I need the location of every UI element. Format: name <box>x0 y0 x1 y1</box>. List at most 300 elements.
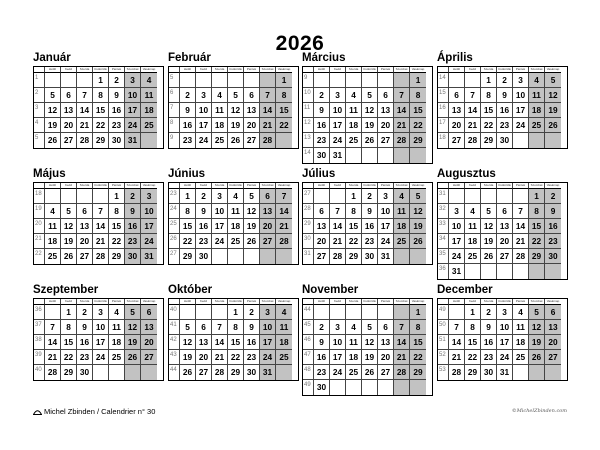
week-number: 27 <box>303 189 314 204</box>
day-cell: 23 <box>77 350 93 365</box>
day-cell: 2 <box>109 73 125 88</box>
day-cell: 4 <box>109 305 125 320</box>
empty-day-cell <box>529 264 545 279</box>
week-row <box>303 320 432 335</box>
week-row <box>303 133 432 148</box>
weekday-label: Szerda <box>481 299 497 305</box>
day-cell: 20 <box>141 335 157 350</box>
day-cell: 17 <box>141 219 157 234</box>
day-cell: 12 <box>180 335 196 350</box>
day-cell: 22 <box>346 234 362 249</box>
empty-day-cell <box>362 73 378 88</box>
month-grid <box>168 66 299 149</box>
day-cell: 8 <box>180 204 196 219</box>
weekday-label: Szombat <box>529 67 545 73</box>
day-cell: 25 <box>45 249 61 264</box>
week-row <box>438 189 567 204</box>
day-cell: 6 <box>378 88 394 103</box>
week-number: 43 <box>169 350 180 365</box>
day-cell: 7 <box>394 88 410 103</box>
weekday-label: Szerda <box>346 299 362 305</box>
week-number: 31 <box>438 189 449 204</box>
weekday-label: Szerda <box>77 183 93 189</box>
empty-day-cell <box>545 264 561 279</box>
day-cell: 14 <box>513 219 529 234</box>
weekday-label: Csütörtök <box>93 183 109 189</box>
day-cell: 29 <box>481 133 497 148</box>
day-cell: 27 <box>545 350 561 365</box>
week-number: 18 <box>438 133 449 148</box>
empty-day-cell <box>545 365 561 380</box>
day-cell: 10 <box>497 320 513 335</box>
day-cell: 25 <box>346 133 362 148</box>
week-number: 28 <box>303 204 314 219</box>
empty-day-cell <box>330 73 346 88</box>
day-cell: 20 <box>314 234 330 249</box>
day-cell: 24 <box>212 234 228 249</box>
day-cell: 3 <box>330 320 346 335</box>
day-cell: 18 <box>276 335 292 350</box>
day-cell: 30 <box>314 380 330 395</box>
week-row <box>438 73 567 88</box>
weekday-label: Péntek <box>378 67 394 73</box>
day-cell: 10 <box>330 103 346 118</box>
week-number: 44 <box>303 305 314 320</box>
empty-day-cell <box>378 148 394 163</box>
day-cell: 6 <box>244 88 260 103</box>
weekday-label: Szerda <box>481 183 497 189</box>
day-cell: 16 <box>545 219 561 234</box>
day-cell: 25 <box>465 249 481 264</box>
week-row <box>438 204 567 219</box>
day-cell: 18 <box>394 219 410 234</box>
week-number: 30 <box>303 234 314 249</box>
month-1 <box>33 52 164 149</box>
week-row <box>34 103 163 118</box>
weekday-label: Szombat <box>394 183 410 189</box>
empty-day-cell <box>93 189 109 204</box>
weekday-label: Kedd <box>465 183 481 189</box>
week-row <box>34 249 163 264</box>
day-cell: 26 <box>410 234 426 249</box>
day-cell: 29 <box>410 365 426 380</box>
day-cell: 1 <box>465 305 481 320</box>
week-row <box>438 264 567 279</box>
day-cell: 21 <box>465 118 481 133</box>
weekday-label: Hétfő <box>45 67 61 73</box>
week-row <box>438 249 567 264</box>
day-cell: 9 <box>497 88 513 103</box>
week-row <box>169 103 298 118</box>
day-cell: 24 <box>513 118 529 133</box>
week-number: 51 <box>438 335 449 350</box>
day-cell: 17 <box>330 118 346 133</box>
weekday-label: Kedd <box>61 67 77 73</box>
empty-day-cell <box>228 249 244 264</box>
day-cell: 28 <box>260 133 276 148</box>
day-cell: 15 <box>109 219 125 234</box>
week-number: 23 <box>169 189 180 204</box>
empty-day-cell <box>260 249 276 264</box>
day-cell: 31 <box>125 133 141 148</box>
day-cell: 19 <box>244 219 260 234</box>
empty-day-cell <box>212 249 228 264</box>
empty-day-cell <box>346 380 362 395</box>
week-number: 46 <box>303 335 314 350</box>
week-row <box>34 305 163 320</box>
day-cell: 29 <box>228 365 244 380</box>
day-cell: 21 <box>212 350 228 365</box>
week-row <box>169 249 298 264</box>
day-cell: 26 <box>45 133 61 148</box>
day-cell: 4 <box>276 305 292 320</box>
day-cell: 18 <box>346 118 362 133</box>
day-cell: 3 <box>449 204 465 219</box>
day-cell: 6 <box>314 204 330 219</box>
empty-day-cell <box>276 133 292 148</box>
day-cell: 13 <box>196 335 212 350</box>
empty-day-cell <box>141 133 157 148</box>
day-cell: 28 <box>330 249 346 264</box>
empty-day-cell <box>465 264 481 279</box>
day-cell: 23 <box>180 133 196 148</box>
day-cell: 11 <box>228 204 244 219</box>
day-cell: 25 <box>346 365 362 380</box>
weekday-label: Szerda <box>346 183 362 189</box>
day-cell: 22 <box>410 350 426 365</box>
week-row <box>34 365 163 380</box>
week-number: 19 <box>34 204 45 219</box>
day-cell: 18 <box>228 219 244 234</box>
empty-day-cell <box>228 73 244 88</box>
week-row <box>438 335 567 350</box>
day-cell: 25 <box>276 350 292 365</box>
week-number: 14 <box>303 148 314 163</box>
day-cell: 25 <box>529 118 545 133</box>
day-cell: 11 <box>109 320 125 335</box>
empty-day-cell <box>545 133 561 148</box>
empty-day-cell <box>497 189 513 204</box>
week-row <box>438 88 567 103</box>
week-number: 53 <box>438 365 449 380</box>
day-cell: 27 <box>314 249 330 264</box>
day-cell: 12 <box>362 335 378 350</box>
day-cell: 3 <box>513 73 529 88</box>
day-cell: 8 <box>109 204 125 219</box>
day-cell: 2 <box>314 320 330 335</box>
day-cell: 24 <box>141 234 157 249</box>
day-cell: 8 <box>481 88 497 103</box>
day-cell: 18 <box>465 234 481 249</box>
month-grid <box>437 298 568 381</box>
day-cell: 31 <box>378 249 394 264</box>
weekday-label: Csütörtök <box>228 67 244 73</box>
day-cell: 19 <box>410 219 426 234</box>
day-cell: 6 <box>449 88 465 103</box>
day-cell: 24 <box>330 365 346 380</box>
day-cell: 24 <box>93 350 109 365</box>
weekday-label: Péntek <box>513 67 529 73</box>
empty-day-cell <box>362 148 378 163</box>
empty-day-cell <box>196 73 212 88</box>
week-number: 1 <box>34 73 45 88</box>
day-cell: 26 <box>180 365 196 380</box>
day-cell: 26 <box>529 350 545 365</box>
week-row <box>169 350 298 365</box>
week-number: 35 <box>438 249 449 264</box>
day-cell: 28 <box>77 133 93 148</box>
weekday-label: Hétfő <box>180 183 196 189</box>
weekday-label: Hétfő <box>45 299 61 305</box>
week-row <box>34 118 163 133</box>
week-row <box>438 103 567 118</box>
empty-day-cell <box>465 73 481 88</box>
weekday-label: Szombat <box>394 67 410 73</box>
day-cell: 12 <box>481 219 497 234</box>
weekday-label: Csütörtök <box>497 67 513 73</box>
weekday-label: Péntek <box>378 183 394 189</box>
week-number: 9 <box>169 133 180 148</box>
empty-day-cell <box>513 189 529 204</box>
footer-website[interactable]: ©MichelZbinden.com <box>511 408 567 414</box>
day-cell: 28 <box>394 365 410 380</box>
week-number: 34 <box>438 234 449 249</box>
weekday-label: Kedd <box>196 183 212 189</box>
empty-day-cell <box>378 73 394 88</box>
week-row <box>303 189 432 204</box>
weekday-label: Szombat <box>125 67 141 73</box>
day-cell: 24 <box>330 133 346 148</box>
weekday-label: Vasárnap <box>277 183 291 187</box>
day-cell: 11 <box>529 88 545 103</box>
day-cell: 3 <box>497 305 513 320</box>
day-cell: 26 <box>481 249 497 264</box>
day-cell: 10 <box>93 320 109 335</box>
day-cell: 28 <box>394 133 410 148</box>
day-cell: 5 <box>529 305 545 320</box>
day-cell: 16 <box>196 219 212 234</box>
weekday-label: Csütörtök <box>228 183 244 189</box>
day-cell: 21 <box>93 234 109 249</box>
week-number: 22 <box>34 249 45 264</box>
month-name: Április <box>437 52 473 64</box>
empty-day-cell <box>378 305 394 320</box>
day-cell: 1 <box>61 305 77 320</box>
day-cell: 11 <box>513 320 529 335</box>
week-row <box>34 320 163 335</box>
day-cell: 7 <box>449 320 465 335</box>
day-cell: 22 <box>276 118 292 133</box>
day-cell: 29 <box>93 133 109 148</box>
weekday-label: Csütörtök <box>497 299 513 305</box>
week-row <box>169 204 298 219</box>
day-cell: 12 <box>362 103 378 118</box>
day-cell: 2 <box>180 88 196 103</box>
week-number: 27 <box>169 249 180 264</box>
day-cell: 30 <box>545 249 561 264</box>
weekday-label: Vasárnap <box>142 299 156 303</box>
day-cell: 2 <box>196 189 212 204</box>
day-cell: 26 <box>362 133 378 148</box>
empty-day-cell <box>314 305 330 320</box>
weekday-label: Csütörtök <box>362 183 378 189</box>
day-cell: 27 <box>260 234 276 249</box>
month-3 <box>302 52 433 164</box>
day-cell: 10 <box>212 204 228 219</box>
day-cell: 4 <box>346 88 362 103</box>
week-number: 12 <box>303 118 314 133</box>
day-cell: 8 <box>228 320 244 335</box>
weekday-label: Hétfő <box>314 67 330 73</box>
day-cell: 20 <box>77 234 93 249</box>
day-cell: 15 <box>465 335 481 350</box>
week-row <box>169 305 298 320</box>
day-cell: 16 <box>244 335 260 350</box>
day-cell: 27 <box>378 133 394 148</box>
day-cell: 14 <box>394 103 410 118</box>
week-number: 5 <box>34 133 45 148</box>
weekday-label: Vasárnap <box>277 67 291 71</box>
week-row <box>438 320 567 335</box>
week-number: 6 <box>169 88 180 103</box>
day-cell: 31 <box>260 365 276 380</box>
day-cell: 9 <box>180 103 196 118</box>
day-cell: 9 <box>314 103 330 118</box>
day-cell: 2 <box>125 189 141 204</box>
empty-day-cell <box>244 249 260 264</box>
day-cell: 26 <box>125 350 141 365</box>
empty-day-cell <box>513 133 529 148</box>
week-number: 20 <box>34 219 45 234</box>
day-cell: 28 <box>45 365 61 380</box>
day-cell: 27 <box>77 249 93 264</box>
week-number: 7 <box>169 103 180 118</box>
day-cell: 16 <box>125 219 141 234</box>
weekday-label: Hétfő <box>314 183 330 189</box>
weekday-label: Péntek <box>513 183 529 189</box>
day-cell: 2 <box>244 305 260 320</box>
day-cell: 15 <box>410 335 426 350</box>
day-cell: 9 <box>545 204 561 219</box>
day-cell: 15 <box>529 219 545 234</box>
weekday-label: Vasárnap <box>142 183 156 187</box>
month-name: Május <box>33 168 66 180</box>
empty-day-cell <box>449 73 465 88</box>
day-cell: 5 <box>125 305 141 320</box>
day-cell: 14 <box>77 103 93 118</box>
day-cell: 4 <box>529 73 545 88</box>
day-cell: 14 <box>45 335 61 350</box>
weekday-label: Péntek <box>378 299 394 305</box>
day-cell: 21 <box>330 234 346 249</box>
day-cell: 26 <box>545 118 561 133</box>
day-cell: 7 <box>330 204 346 219</box>
weekday-label: Péntek <box>109 299 125 305</box>
day-cell: 24 <box>449 249 465 264</box>
day-cell: 23 <box>125 234 141 249</box>
weekday-label: Kedd <box>330 299 346 305</box>
weekday-label: Kedd <box>61 299 77 305</box>
day-cell: 23 <box>481 350 497 365</box>
day-cell: 31 <box>497 365 513 380</box>
day-cell: 28 <box>276 234 292 249</box>
day-cell: 2 <box>77 305 93 320</box>
week-row <box>438 133 567 148</box>
day-cell: 29 <box>109 249 125 264</box>
day-cell: 2 <box>481 305 497 320</box>
weekday-label: Szombat <box>529 183 545 189</box>
day-cell: 29 <box>346 249 362 264</box>
week-row <box>34 88 163 103</box>
empty-day-cell <box>362 305 378 320</box>
weekday-label: Péntek <box>109 67 125 73</box>
day-cell: 30 <box>77 365 93 380</box>
empty-day-cell <box>276 365 292 380</box>
day-cell: 21 <box>449 350 465 365</box>
day-cell: 11 <box>394 204 410 219</box>
day-cell: 10 <box>330 335 346 350</box>
day-cell: 13 <box>378 335 394 350</box>
empty-day-cell <box>45 305 61 320</box>
day-cell: 5 <box>180 320 196 335</box>
day-cell: 20 <box>378 118 394 133</box>
week-number: 4 <box>34 118 45 133</box>
day-cell: 17 <box>449 234 465 249</box>
weekday-label: Szombat <box>394 299 410 305</box>
day-cell: 22 <box>529 234 545 249</box>
day-cell: 14 <box>394 335 410 350</box>
day-cell: 15 <box>93 103 109 118</box>
weekday-label: Vasárnap <box>411 299 425 303</box>
day-cell: 21 <box>513 234 529 249</box>
day-cell: 10 <box>125 88 141 103</box>
month-name: November <box>302 284 359 296</box>
empty-day-cell <box>410 148 426 163</box>
day-cell: 16 <box>314 118 330 133</box>
day-cell: 12 <box>125 320 141 335</box>
week-row <box>169 133 298 148</box>
month-name: Január <box>33 52 71 64</box>
day-cell: 21 <box>45 350 61 365</box>
day-cell: 5 <box>45 88 61 103</box>
day-cell: 20 <box>497 234 513 249</box>
week-number: 13 <box>303 133 314 148</box>
empty-day-cell <box>244 73 260 88</box>
day-cell: 3 <box>125 73 141 88</box>
day-cell: 12 <box>410 204 426 219</box>
empty-day-cell <box>410 249 426 264</box>
weekday-label: Vasárnap <box>546 67 560 71</box>
day-cell: 29 <box>529 249 545 264</box>
empty-day-cell <box>61 189 77 204</box>
day-cell: 1 <box>346 189 362 204</box>
empty-day-cell <box>180 305 196 320</box>
week-number: 9 <box>303 73 314 88</box>
week-number: 45 <box>303 320 314 335</box>
day-cell: 6 <box>77 204 93 219</box>
weekday-label: Szombat <box>125 299 141 305</box>
empty-day-cell <box>45 73 61 88</box>
day-cell: 10 <box>141 204 157 219</box>
day-cell: 7 <box>212 320 228 335</box>
month-name: Június <box>168 168 206 180</box>
week-row <box>34 219 163 234</box>
day-cell: 14 <box>276 204 292 219</box>
day-cell: 3 <box>330 88 346 103</box>
day-cell: 5 <box>410 189 426 204</box>
day-cell: 7 <box>260 88 276 103</box>
day-cell: 22 <box>465 350 481 365</box>
